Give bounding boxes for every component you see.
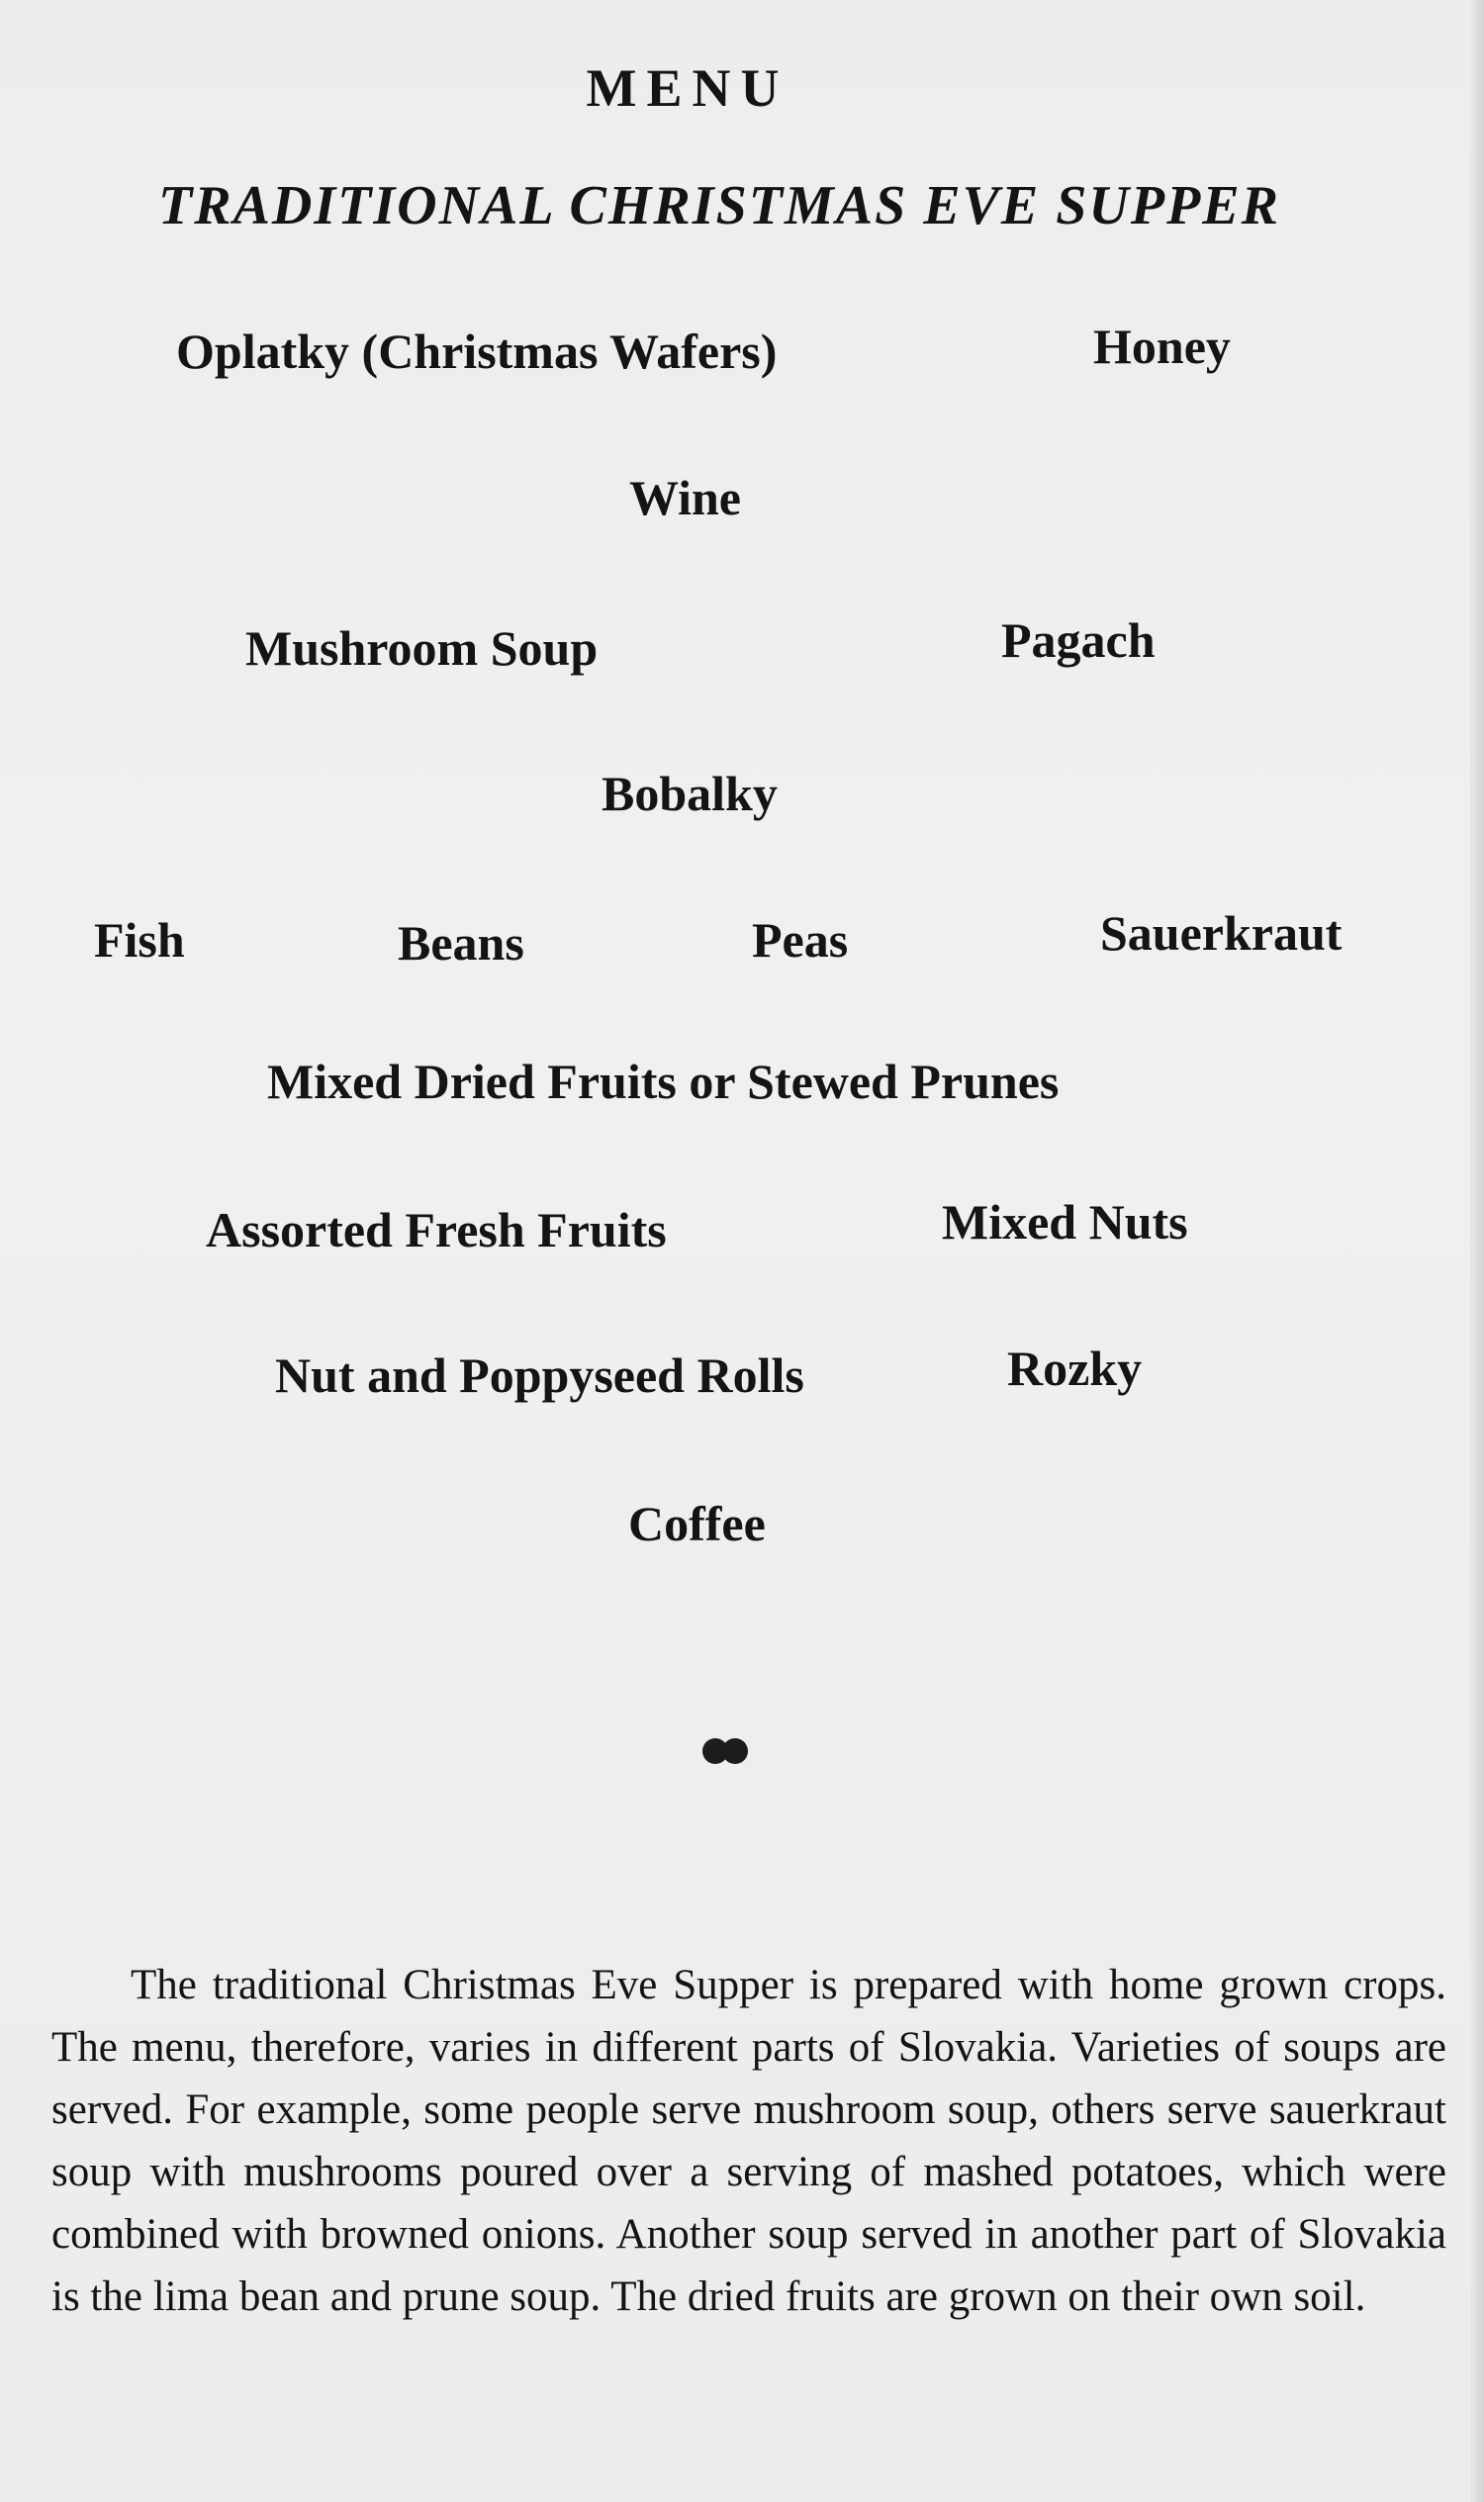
menu-item-sauerkraut: Sauerkraut [1100,905,1343,961]
menu-item-mixed-nuts: Mixed Nuts [942,1194,1188,1250]
menu-item-oplatky: Oplatky (Christmas Wafers) [176,324,778,379]
menu-item-bobalky: Bobalky [602,766,778,821]
menu-item-pagach: Pagach [1001,612,1156,668]
menu-title: TRADITIONAL CHRISTMAS EVE SUPPER [158,175,1280,236]
page-edge-shadow [1470,0,1484,2502]
menu-item-coffee: Coffee [628,1496,766,1551]
menu-heading: MENU [586,58,789,118]
menu-item-mushroom-soup: Mushroom Soup [245,620,599,676]
menu-item-rolls: Nut and Poppyseed Rolls [275,1347,804,1403]
menu-item-honey: Honey [1093,319,1231,374]
menu-item-fish: Fish [94,912,185,968]
menu-item-rozky: Rozky [1007,1341,1143,1396]
description-paragraph: The traditional Christmas Eve Supper is prepared with home grown crops. The menu, therefore, varies in different parts of Slovakia. Varieties of soups are served. For example, some people serve mushroom soup, others serve sauerkraut soup with mushrooms poured over a serving of mashed potatoes, which were combined with browned onions. Another soup served in another part of Slovakia is the lima bean and prune soup. The dried fruits are grown on their own soil. [51,1962,1446,2320]
ornament-dot-right [722,1738,748,1764]
menu-item-dried-fruits: Mixed Dried Fruits or Stewed Prunes [267,1054,1060,1109]
menu-item-fresh-fruits: Assorted Fresh Fruits [206,1202,667,1257]
menu-item-wine: Wine [629,470,741,525]
menu-item-peas: Peas [752,912,849,968]
menu-item-beans: Beans [398,915,524,971]
ornament-icon [702,1736,752,1766]
